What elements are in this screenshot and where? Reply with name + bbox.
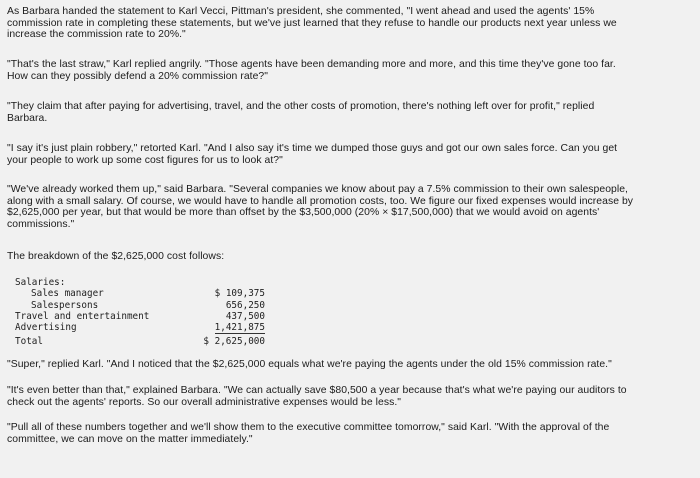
row-label: Salespersons [31,299,99,311]
row-value: $ 109,375 [214,288,265,300]
table-row [15,277,285,288]
row-value: 437,500 [225,310,265,322]
text-line: "We've already worked them up," said Barbara. "Several companies we know about pay a 7.5% commission to their own salespeople, [7,184,628,195]
row-value: $ 2,625,000 [203,336,265,348]
table-row [15,322,285,333]
text-line: $2,625,000 per year, but that would be more than offset by the $3,500,000 (20% × $17,500,000) that we would avoid on agents' [7,207,600,219]
paragraph-pull-numbers [7,422,687,445]
paragraph-plain-robbery [7,143,687,166]
row-value: 656,250 [225,299,265,311]
paragraph-breakdown-intro [7,251,687,263]
text-line: along with a small salary. Of course, we would have to handle all promotion costs, too. We figure our fixed expenses would increase by [7,195,634,207]
text-line: commissions." [7,218,75,230]
paragraph-last-straw [7,59,687,82]
table-row [15,311,285,322]
table-row [15,300,285,311]
paragraph-even-better [7,385,687,408]
text-line: increase the commission rate to 20%." [7,29,186,41]
row-label: Salaries: [15,277,66,288]
row-label: Travel and entertainment [15,310,150,322]
text-line: "I say it's just plain robbery," retorted Karl. "And I also say it's time we dumped those guys and got our own sales force. Can you get [7,143,618,154]
cost-breakdown-table [15,277,285,348]
table-row [15,288,285,299]
text-line: "It's even better than that," explained Barbara. "We can actually save $80,500 a year because that's what we're paying our auditors to [7,385,627,396]
text-line: Barbara. [7,112,48,124]
text-line: committee, we can move on the matter immediately." [7,433,253,445]
paragraph-worked-them-up [7,184,687,230]
text-line: "Pull all of these numbers together and we'll show them to the executive committee tomorrow," said Karl. "With the approval of the [7,422,610,433]
text-line: The breakdown of the $2,625,000 cost follows: [7,251,225,262]
row-label: Total [15,336,43,348]
text-line: As Barbara handed the statement to Karl Vecci, Pittman's president, she commented, "I went ahead and used the agents' 15% [7,6,595,17]
text-line: "Super," replied Karl. "And I noticed that the $2,625,000 equals what we're paying the agents under the old 15% commission rate." [7,359,612,370]
text-line: How can they possibly defend a 20% commission rate?" [7,70,268,82]
row-label: Advertising [15,322,77,334]
paragraph-barbara-statement [7,6,687,41]
text-line: "They claim that after paying for advertising, travel, and the other costs of promotion, there's nothing left over for profit," replied [7,101,595,112]
paragraph-super [7,359,687,371]
text-line: check out the agents' reports. So our overall administrative expenses would be less." [7,396,402,408]
paragraph-claim-profit [7,101,687,124]
row-label: Sales manager [31,288,104,300]
table-row-total [15,336,285,347]
text-line: your people to work up some cost figures for us to look at?" [7,154,283,166]
text-line: commission rate in completing these statements, but we've just learned that they refuse to handle our products next year unless we [7,17,617,29]
row-value: 1,421,875 [214,322,265,334]
text-line: "That's the last straw," Karl replied angrily. "Those agents have been demanding more and more, and this time they've gone too far. [7,59,616,70]
